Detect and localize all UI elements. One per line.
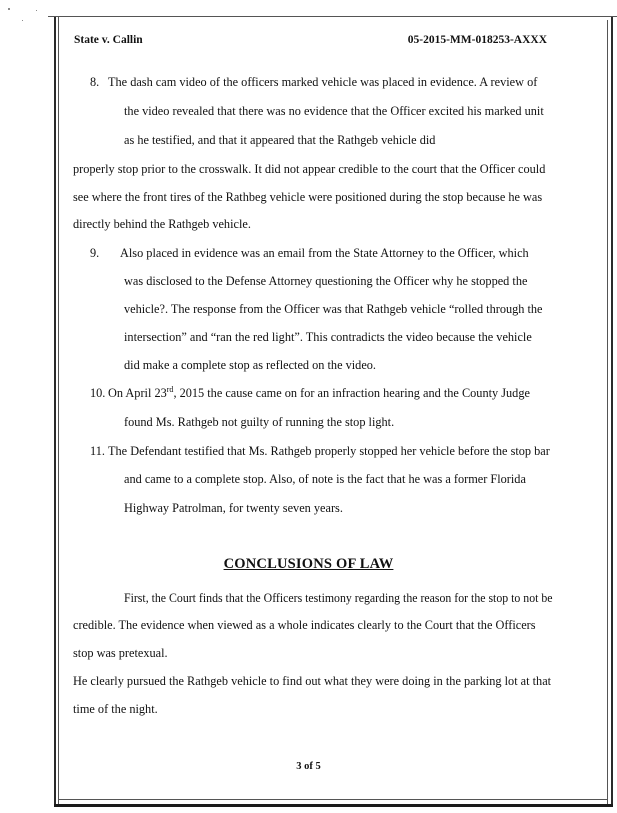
- scan-speck: [22, 20, 23, 21]
- item-11-line: and came to a complete stop. Also, of note is the fact that he was a former Florida: [124, 472, 526, 486]
- scan-speck: [36, 10, 37, 11]
- conclusion-line: First, the Court finds that the Officers testimony regarding the reason for the stop to not be: [124, 591, 553, 605]
- page-number: 3 of 5: [296, 761, 321, 772]
- scan-border-left-inner: [58, 17, 59, 805]
- item-10-line: found Ms. Rathgeb not guilty of running the stop light.: [124, 415, 395, 429]
- item-number: 11.: [90, 444, 105, 458]
- scan-border-bottom: [54, 804, 613, 807]
- item-9-line: Also placed in evidence was an email from the State Attorney to the Officer, which: [120, 246, 529, 260]
- scan-border-left: [54, 17, 56, 807]
- item-10-line: On April 23rd, 2015 the cause came on for an infraction hearing and the County Judge: [108, 385, 530, 400]
- item-8-line: The dash cam video of the officers marked vehicle was placed in evidence. A review of: [108, 75, 538, 89]
- item-9-line: vehicle?. The response from the Officer was that Rathgeb vehicle “rolled through the: [124, 302, 543, 316]
- item-9-line: did make a complete stop as reflected on the video.: [124, 358, 376, 372]
- scan-border-bottom-inner: [58, 799, 608, 800]
- item-8-line: as he testified, and that it appeared that the Rathgeb vehicle did: [124, 133, 436, 147]
- conclusion-line: time of the night.: [73, 702, 158, 716]
- section-heading: CONCLUSIONS OF LAW: [223, 556, 394, 572]
- scan-speck: [8, 8, 10, 10]
- item-8-line: directly behind the Rathgeb vehicle.: [73, 217, 251, 231]
- case-title: State v. Callin: [74, 34, 143, 46]
- conclusion-line: stop was pretexual.: [73, 646, 168, 660]
- item-number: 10.: [90, 386, 106, 400]
- conclusion-line: He clearly pursued the Rathgeb vehicle to find out what they were doing in the parking lot at that: [73, 674, 552, 688]
- item-8-line: properly stop prior to the crosswalk. It did not appear credible to the court that the Officer could: [73, 162, 546, 176]
- scan-border-right-inner: [607, 20, 608, 807]
- scan-border-top: [48, 16, 617, 17]
- conclusion-line: credible. The evidence when viewed as a whole indicates clearly to the Court that the Officers: [73, 618, 536, 632]
- item-9-line: was disclosed to the Defense Attorney questioning the Officer why he stopped the: [124, 274, 528, 288]
- case-number: 05-2015-MM-018253-AXXX: [407, 34, 547, 46]
- item-11-line: The Defendant testified that Ms. Rathgeb properly stopped her vehicle before the stop bar: [108, 444, 550, 458]
- item-8-line: the video revealed that there was no evidence that the Officer excited his marked unit: [124, 104, 544, 118]
- item-number: 9.: [90, 246, 100, 260]
- item-8-line: see where the front tires of the Rathbeg vehicle were positioned during the stop because he was: [73, 190, 543, 204]
- scan-border-right: [611, 17, 613, 807]
- item-9-line: intersection” and “ran the red light”. This contradicts the video because the vehicle: [124, 330, 532, 344]
- item-number: 8.: [90, 75, 100, 89]
- item-11-line: Highway Patrolman, for twenty seven years.: [124, 501, 343, 515]
